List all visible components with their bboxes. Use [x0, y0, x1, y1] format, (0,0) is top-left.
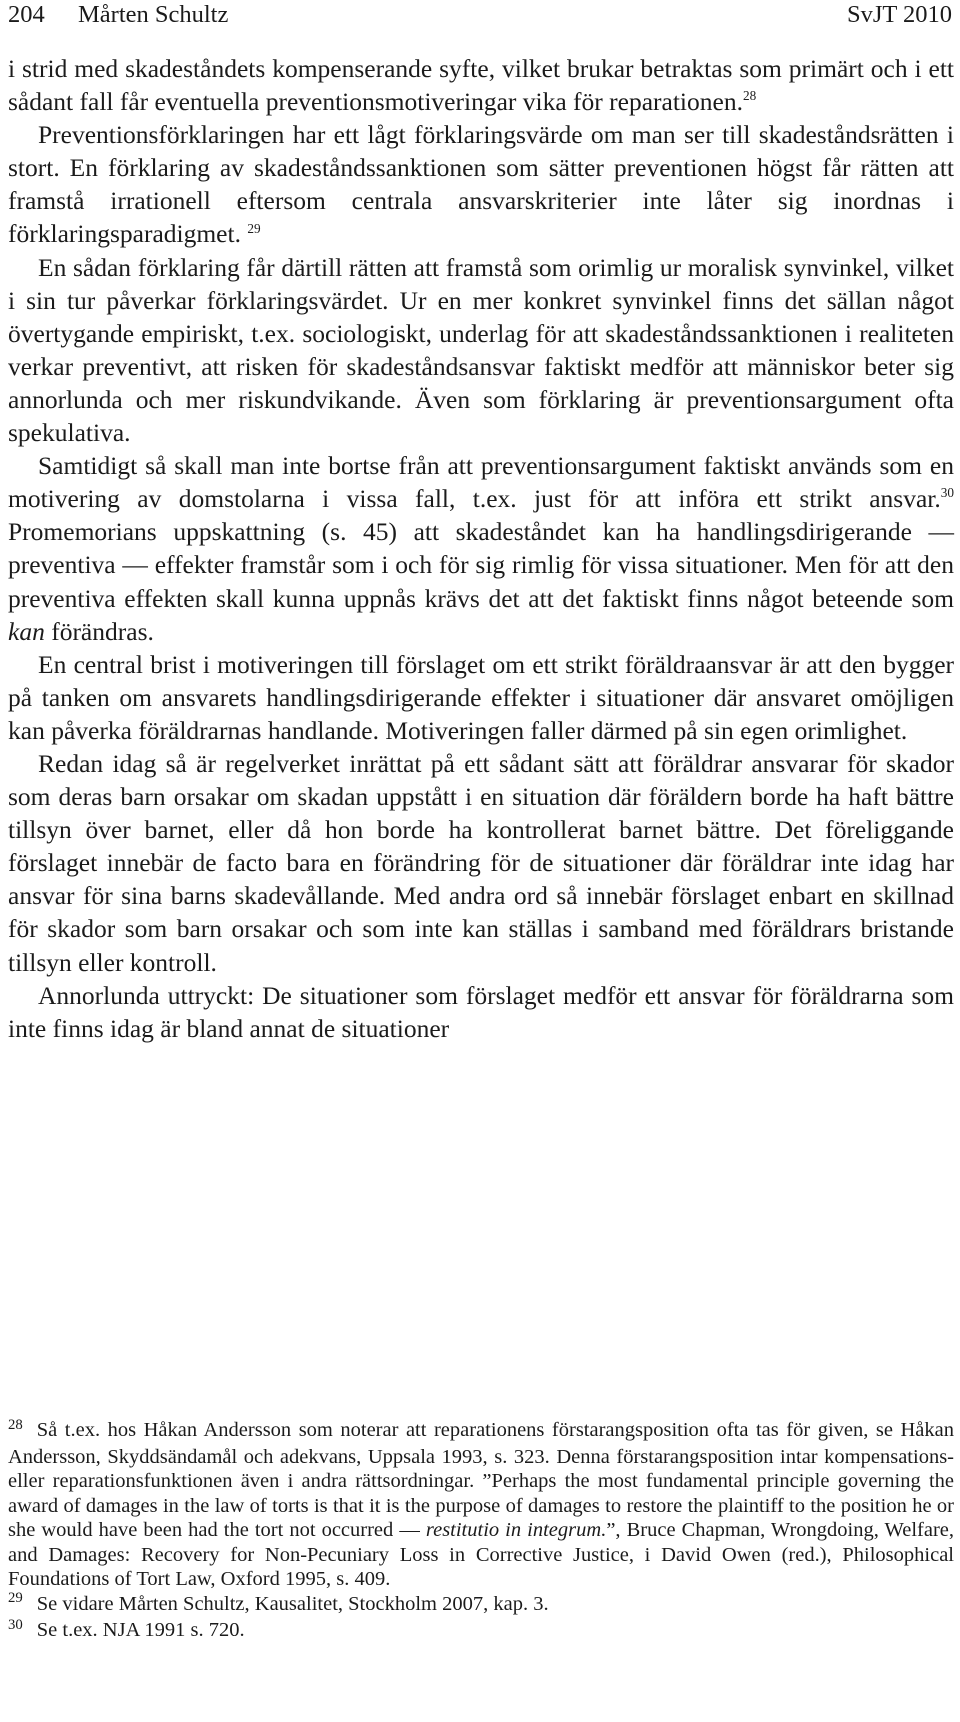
page-number: 204	[8, 1, 45, 28]
paragraph	[8, 251, 954, 450]
paragraph-text: i strid med skadeståndets kompenserande syfte, vilket brukar betraktas som primärt och i ett sådant fall får eventuella preventionsmotiveringar vika för reparationen.	[8, 54, 954, 117]
footnote-text: Så t.ex. hos Håkan Andersson som noterar att reparationens förstarangsposition ofta tas för given, se Håkan Andersson, Skyddsändamål och adekvans, Uppsala 1993, s. 323. Denna förstarangsposition intar kompensations- eller reparationsfunktionen även i andra rättsordningar. ”Perhaps the most fundamental principle governing the award of damages in the law of torts is that it is the purpose of damages to restore the plaintiff to the position he or she would have been had the tort not occurred —	[8, 1419, 954, 1541]
paragraph-text: Redan idag så är regelverket inrättat på ett sådant sätt att föräldrar ansvarar för skador som deras barn orsakar om skadan uppstått i en situation där föräldern borde ha haft bättre tillsyn över barnet, eller då hon borde ha kontrollerat barnet bättre. Det föreliggande förslaget innebär de facto bara en förändring för de situationer där föräldrar inte idag har ansvar för sina barns skadevållande. Med andra ord så innebär förslaget enbart en skillnad för skador som barn orsakar och som inte kan ställas i samband med föräldrars bristande tillsyn eller kontroll.	[8, 748, 954, 977]
paragraph-text: förändras.	[44, 616, 154, 646]
paragraph-text: Annorlunda uttryckt: De situationer som förslaget medför ett ansvar för föräldrarna som inte finns idag är bland annat de situationer	[8, 980, 954, 1043]
footnote-ref[interactable]: 28	[742, 88, 757, 104]
paragraph-text: En central brist i motiveringen till förslaget om ett strikt föräldraansvar är att den bygger på tanken om ansvarets handlingsdirigerande effekter i situationer där ansvaret omöjligen kan påverka föräldrarnas handlande. Motiveringen faller därmed på sin egen orimlighet.	[8, 649, 954, 745]
footnote-number: 29	[8, 1590, 23, 1607]
footnote-ref[interactable]: 29	[247, 220, 261, 236]
emphasis: restitutio in integrum.	[425, 1519, 607, 1541]
footnote	[8, 1418, 954, 1592]
emphasis: kan	[8, 616, 45, 646]
running-header	[8, 0, 952, 30]
footnote-text: Se t.ex. NJA 1991 s. 720.	[36, 1619, 245, 1641]
paragraph-text: Preventionsförklaringen har ett lågt förklaringsvärde om man ser till skadeståndsrätten i stort. En förklaring av skadeståndssanktionen som sätter preventionen högst får rätten att framstå irrationell eftersom centrala ansvarskriterier inte låter sig inordnas i förklaringsparadigmet.	[8, 120, 954, 249]
footnote	[8, 1592, 954, 1619]
footnote-text: ”, Bruce Chapman, Wrongdoing, Welfare, and Damages: Recovery for Non-Pecuniary Loss in Corrective Justice, i David Owen (red.), Philosophical Foundations of Tort Law, Oxford 1995, s. 409.	[8, 1519, 955, 1590]
paragraph	[8, 118, 954, 250]
paragraph	[8, 747, 954, 979]
footnote-text: Se vidare Mårten Schultz, Kausalitet, Stockholm 2007, kap. 3.	[36, 1592, 549, 1615]
paragraph	[8, 648, 954, 747]
footnote	[8, 1618, 954, 1645]
running-header-author: Mårten Schultz	[78, 1, 229, 28]
paragraph-text: En sådan förklaring får därtill rätten att framstå som orimlig ur moralisk synvinkel, vilket i sin tur påverkar förklaringsvärdet. Ur en mer konkret synvinkel finns det sällan något övertygande empiriskt, t.ex. sociologiskt, underlag för att skadeståndssanktionen i realiteten verkar preventivt, att risken för skadeståndsansvar faktiskt medför att människor beter sig annorlunda och mer riskundvikande. Även som förklaring är preventionsargument ofta spekulativa.	[8, 252, 954, 448]
paragraph	[8, 52, 954, 118]
body-text	[8, 52, 954, 1045]
paragraph-text: Promemorians uppskattning (s. 45) att skadeståndet kan ha handlingsdirigerande — preventiva — effekter framstår som i och för sig rimlig för vissa situationer. Men för att den preventiva effekten skall kunna uppnås krävs det att det faktiskt finns något beteende som	[8, 517, 954, 613]
running-header-journal: SvJT 2010	[846, 1, 952, 28]
paragraph	[8, 449, 954, 648]
footnotes	[8, 1418, 954, 1645]
paragraph	[8, 979, 954, 1045]
footnote-number: 30	[8, 1616, 23, 1633]
footnote-ref[interactable]: 30	[940, 485, 954, 501]
footnote-number: 28	[8, 1416, 23, 1433]
paragraph-text: Samtidigt så skall man inte bortse från att preventionsargument faktiskt används som en motivering av domstolarna i vissa fall, t.ex. just för att införa ett strikt ansvar.	[8, 451, 954, 514]
